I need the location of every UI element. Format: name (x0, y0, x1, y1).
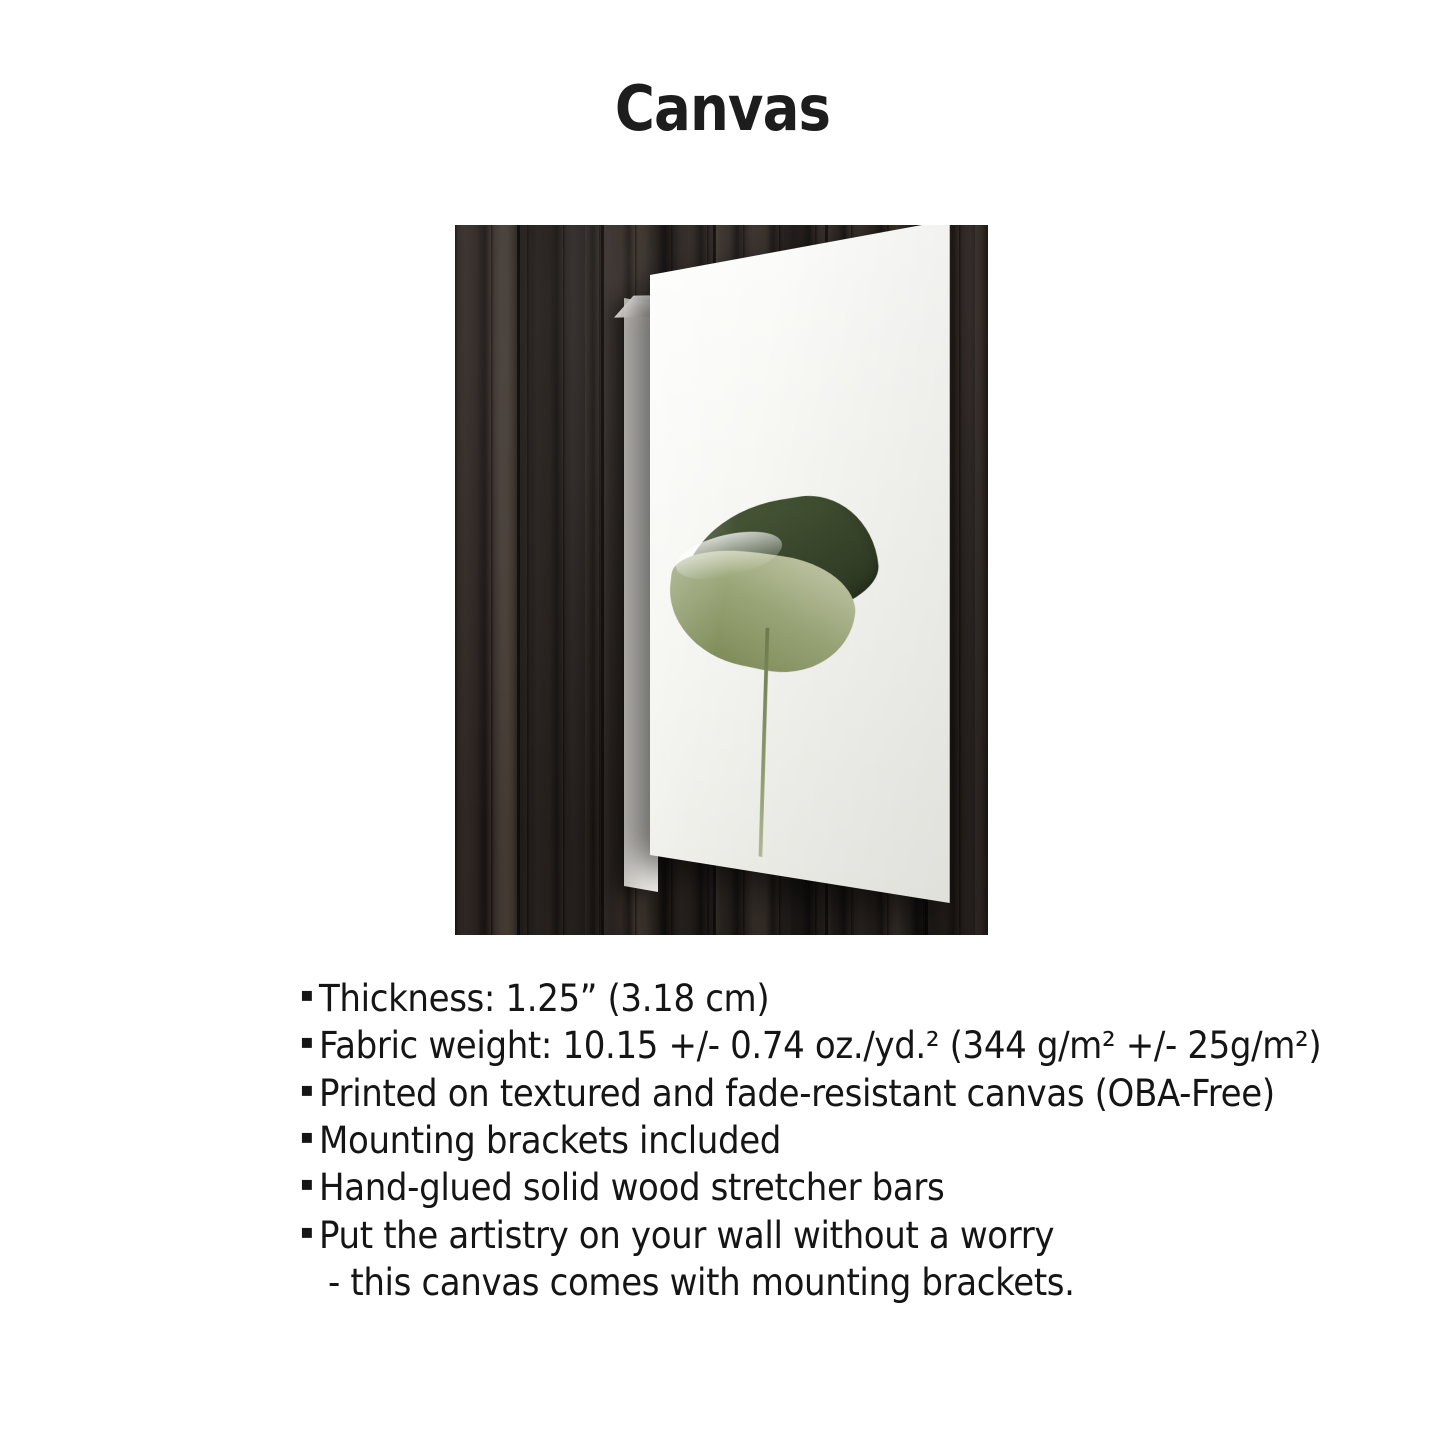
leaf-artwork (650, 225, 950, 903)
list-item (300, 1164, 1300, 1211)
list-item (300, 1070, 1300, 1117)
specs-list (300, 975, 1322, 1307)
list-item-label: Hand-glued solid wood stretcher bars (319, 1166, 945, 1210)
list-item-label: Fabric weight: 10.15 +/- 0.74 oz./yd.² (344 g/m² +/- 25g/m²) (319, 1024, 1322, 1068)
list-item (300, 1117, 1300, 1164)
leaf-stem (759, 628, 770, 857)
list-item (300, 1212, 1300, 1259)
bullet-icon: ▪ (300, 1124, 314, 1149)
leaf-highlight (673, 522, 785, 587)
list-item (300, 1022, 1322, 1069)
page-title: Canvas (614, 72, 831, 145)
list-item-label: Put the artistry on your wall without a worry (319, 1213, 1055, 1257)
bullet-icon: ▪ (300, 1029, 314, 1054)
wood-plank-divider (517, 225, 520, 935)
wood-plank-divider (601, 225, 604, 935)
leaf-upper-shape (676, 485, 883, 631)
bullet-icon: ▪ (300, 1218, 314, 1243)
list-item-label: Mounting brackets included (319, 1119, 782, 1163)
list-item (300, 975, 1300, 1022)
list-item-label: Printed on textured and fade-resistant canvas (OBA-Free) (319, 1071, 1275, 1115)
bullet-icon: ▪ (300, 982, 314, 1006)
canvas-print-face (650, 225, 950, 903)
canvas-object (650, 275, 970, 895)
list-item-continuation (300, 1259, 1300, 1306)
list-item-label: Thickness: 1.25” (3.18 cm) (319, 977, 770, 1020)
bullet-icon: ▪ (300, 1076, 314, 1101)
list-item-continuation-label: - this canvas comes with mounting brackets. (328, 1261, 1075, 1305)
leaf-lower-shape (663, 541, 861, 687)
canvas-product-image (455, 225, 988, 935)
bullet-icon: ▪ (300, 1171, 314, 1196)
